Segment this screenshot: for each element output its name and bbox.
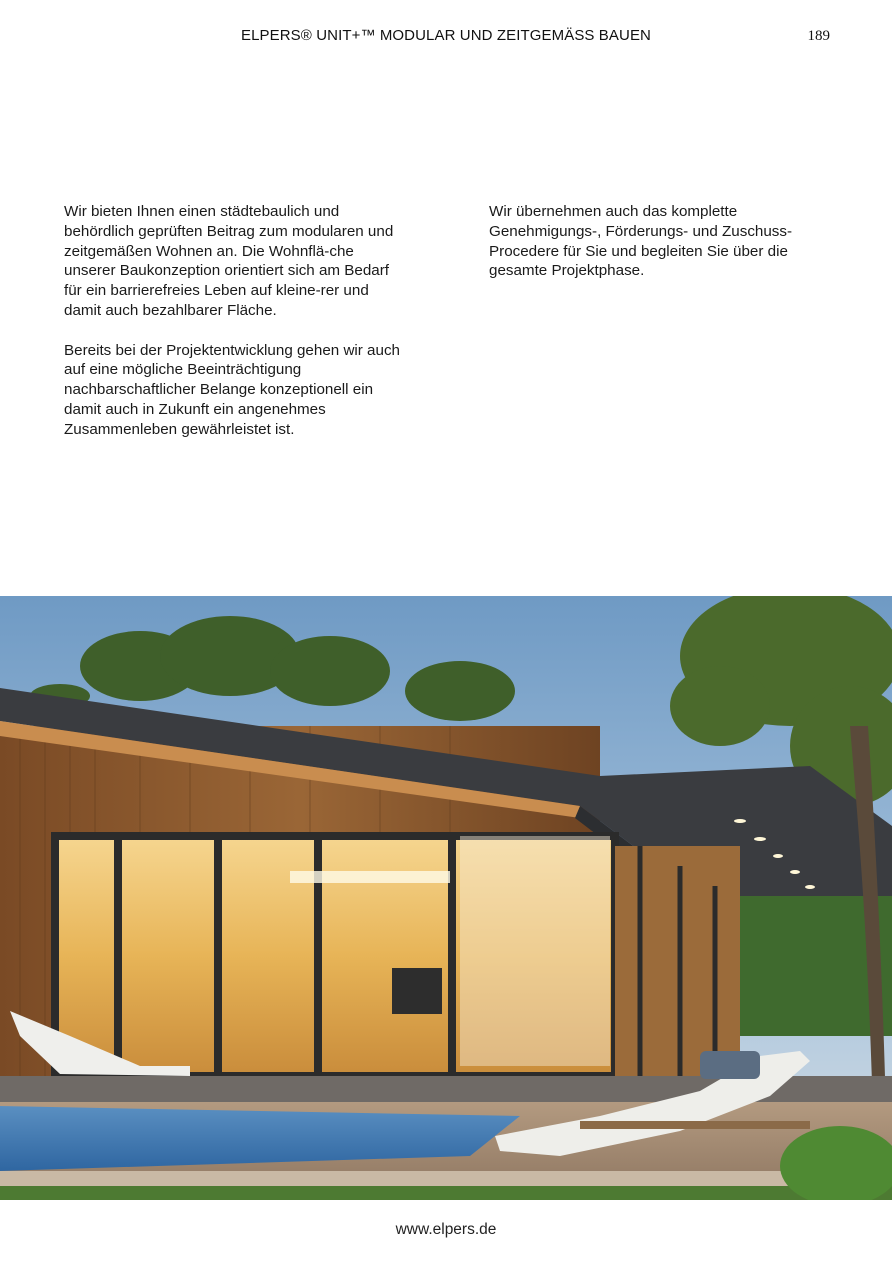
text-column-left xyxy=(64,202,409,459)
paragraph: Wir bieten Ihnen einen städtebaulich und behördlich geprüften Beitrag zum modularen und zeitgemäßen Wohnen an. Die Wohnflä-che unserer Baukonzeption orientiert sich am Bedarf für ein barrierefreies Leben auf kleine-rer und damit auch bezahlbarer Fläche. xyxy=(64,203,394,319)
house-photo xyxy=(0,596,892,1200)
footer-url: www.elpers.de xyxy=(395,1221,497,1238)
paragraph: Wir übernehmen auch das komplette Genehmigungs-, Förderungs- und Zuschuss-Procedere für Sie und begleiten Sie über die gesamte Projektphase. xyxy=(489,203,793,280)
header-title: ELPERS® UNIT+™ MODULAR UND ZEITGEMÄSS BAUEN xyxy=(240,27,651,44)
page-header xyxy=(0,27,892,47)
paragraph: Bereits bei der Projektentwicklung gehen wir auch auf eine mögliche Beeinträchtigung nachbarschaftlicher Belange konzeptionell ein damit auch in Zukunft ein angenehmes Zusammenleben gewährleistet ist. xyxy=(64,341,400,438)
text-column-right xyxy=(489,202,834,301)
page-number: 189 xyxy=(807,28,830,44)
